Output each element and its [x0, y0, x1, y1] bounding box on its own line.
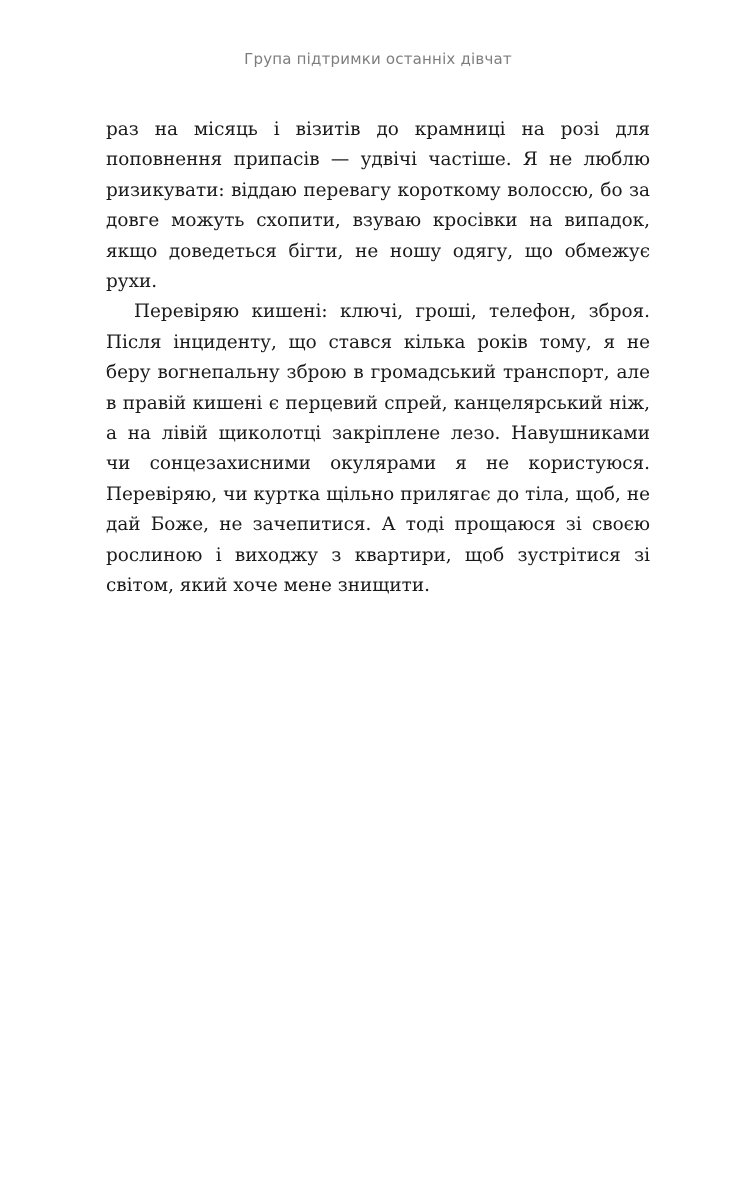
paragraph-2: Перевіряю кишені: ключі, гроші, телефон, зброя. Після інциденту, що стався кілька років тому, я не беру вогнепальну зброю в громадський транспорт, але в правій кишені є перцевий спрей, канцелярський ніж, а на лівій щиколотці закріплене лезо. Навушниками чи сонцезахисними окулярами я не користуюся. Перевіряю, чи куртка щільно прилягає до тіла, щоб, не дай Боже, не зачепитися. А тоді прощаюся зі своєю рослиною і виходжу з квартири, щоб зустрітися зі світом, який хоче мене знищити. — [106, 301, 650, 597]
paragraph-1: раз на місяць і візитів до крамниці на розі для поповнення припасів — удвічі частіше. Я не люблю ризикувати: віддаю перевагу короткому волоссю, бо за довге можуть схопити, взуваю кросівки на випадок, якщо доведеться бігти, не ношу одягу, що обмежує рухи. — [106, 119, 650, 293]
body-text — [106, 115, 650, 602]
running-header-title: Група підтримки останніх дівчат — [244, 50, 512, 68]
